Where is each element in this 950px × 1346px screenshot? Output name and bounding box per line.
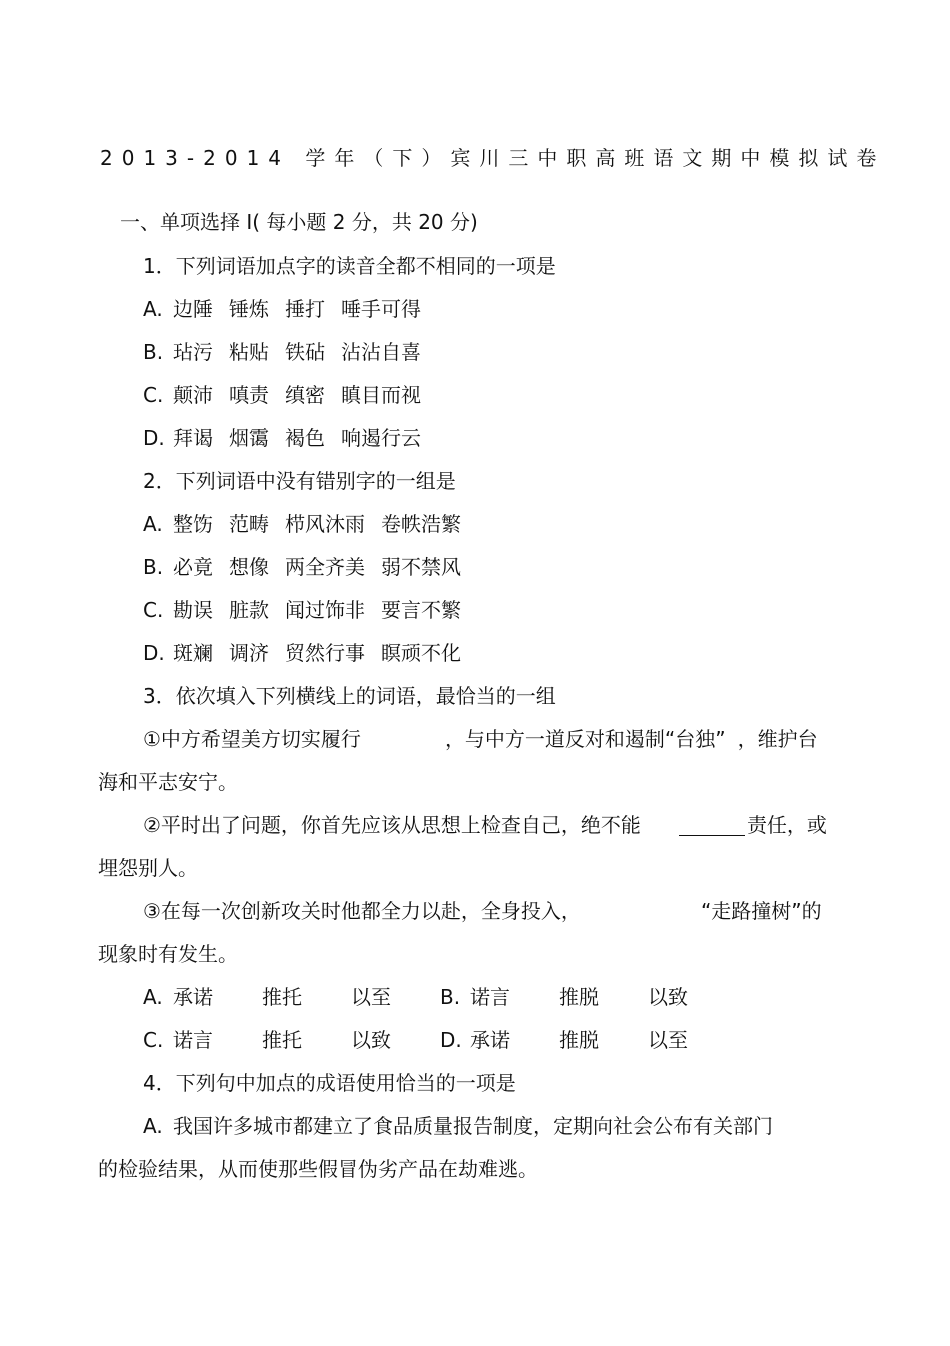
- fill-blank: [679, 815, 745, 836]
- sentence-text: ③在每一次创新攻关时他都全力以赴，全身投入，: [143, 899, 581, 923]
- option-text: 我国许多城市都建立了食品质量报告制度，定期向社会公布有关部门: [173, 1114, 773, 1138]
- option-letter: C.: [143, 383, 164, 407]
- q3-sentence-1-cont: 海和平志安宁。: [98, 770, 238, 794]
- option-word: 推托: [262, 985, 302, 1009]
- option-word: 必竟: [173, 555, 213, 579]
- q4-option-a-cont: 的检验结果，从而使那些假冒伪劣产品在劫难逃。: [98, 1157, 538, 1181]
- option-letter: D.: [143, 641, 165, 665]
- q3-options-row-1: [143, 983, 688, 1011]
- q3-sentence-3: [143, 897, 822, 925]
- option-letter: A.: [143, 297, 163, 321]
- option-word: 响遏行云: [341, 426, 421, 450]
- option-word: 瞋目而视: [341, 383, 421, 407]
- option-word: 玷污: [173, 340, 213, 364]
- sentence-text: 责任，或: [746, 813, 827, 837]
- option-word: 捶打: [285, 297, 325, 321]
- option-word: 范畴: [229, 512, 269, 536]
- option-letter: A.: [143, 985, 163, 1009]
- q3-options-row-2: [143, 1026, 688, 1054]
- option-word: 弱不禁风: [381, 555, 461, 579]
- option-word: 整饬: [173, 512, 213, 536]
- option-word: 贸然行事: [285, 641, 365, 665]
- exam-title: 2013-2014 学年（下）宾川三中职高班语文期中模拟试卷: [100, 146, 886, 170]
- q1-option-b: [143, 338, 437, 366]
- option-word: 以致: [351, 1028, 391, 1052]
- option-word: 褐色: [285, 426, 325, 450]
- option-word: 嗔责: [229, 383, 269, 407]
- option-word: 闻过饰非: [285, 598, 365, 622]
- option-word: 诺言: [470, 985, 510, 1009]
- option-letter: B.: [440, 985, 461, 1009]
- option-word: 勘误: [173, 598, 213, 622]
- q3-sentence-3-cont: 现象时有发生。: [98, 942, 238, 966]
- sentence-text: ①中方希望美方切实履行: [143, 727, 361, 751]
- option-word: 想像: [229, 555, 269, 579]
- section-heading: 一、单项选择 I( 每小题 2 分，共 20 分): [120, 210, 478, 234]
- option-word: 颠沛: [173, 383, 213, 407]
- option-word: 承诺: [173, 985, 213, 1009]
- option-word: 承诺: [470, 1028, 510, 1052]
- option-letter: C.: [143, 598, 164, 622]
- option-letter: D.: [440, 1028, 462, 1052]
- q1-option-a: [143, 295, 437, 323]
- option-word: 栉风沐雨: [285, 512, 365, 536]
- q4-option-a: [143, 1112, 773, 1140]
- q2-option-c: [143, 596, 477, 624]
- option-word: 锤炼: [229, 297, 269, 321]
- option-word: 唾手可得: [341, 297, 421, 321]
- q1-option-c: [143, 381, 437, 409]
- option-letter: A.: [143, 1114, 163, 1138]
- option-word: 瞑顽不化: [381, 641, 461, 665]
- option-word: 脏款: [229, 598, 269, 622]
- option-word: 以致: [648, 985, 688, 1009]
- sentence-text: ②平时出了问题，你首先应该从思想上检查自己，绝不能: [143, 813, 641, 837]
- sentence-text: ，与中方一道反对和遏制“台独”: [444, 727, 726, 751]
- option-word: 拜谒: [173, 426, 213, 450]
- option-letter: C.: [143, 1028, 164, 1052]
- option-letter: B.: [143, 555, 164, 579]
- question-2-stem: 2．下列词语中没有错别字的一组是: [143, 469, 456, 493]
- option-letter: B.: [143, 340, 164, 364]
- sentence-text: “走路撞树”的: [700, 899, 822, 923]
- q3-sentence-2: [143, 811, 827, 839]
- option-letter: A.: [143, 512, 163, 536]
- option-word: 推脱: [559, 1028, 599, 1052]
- option-word: 诺言: [173, 1028, 213, 1052]
- q2-option-d: [143, 639, 477, 667]
- option-word: 推托: [262, 1028, 302, 1052]
- question-3-stem: 3．依次填入下列横线上的词语，最恰当的一组: [143, 684, 556, 708]
- option-word: 边陲: [173, 297, 213, 321]
- option-word: 缜密: [285, 383, 325, 407]
- option-word: 卷帙浩繁: [381, 512, 461, 536]
- q1-option-d: [143, 424, 437, 452]
- option-word: 推脱: [559, 985, 599, 1009]
- q2-option-b: [143, 553, 477, 581]
- q3-sentence-2-cont: 埋怨别人。: [98, 856, 198, 880]
- option-word: 调济: [229, 641, 269, 665]
- option-word: 粘贴: [229, 340, 269, 364]
- option-word: 铁砧: [285, 340, 325, 364]
- option-word: 以至: [351, 985, 391, 1009]
- option-word: 烟霭: [229, 426, 269, 450]
- option-letter: D.: [143, 426, 165, 450]
- sentence-text: ，维护台: [737, 727, 818, 751]
- question-1-stem: 1．下列词语加点字的读音全都不相同的一项是: [143, 254, 556, 278]
- option-word: 要言不繁: [381, 598, 461, 622]
- q2-option-a: [143, 510, 477, 538]
- option-word: 两全齐美: [285, 555, 365, 579]
- option-word: 以至: [648, 1028, 688, 1052]
- q3-sentence-1: [143, 725, 818, 753]
- question-4-stem: 4．下列句中加点的成语使用恰当的一项是: [143, 1071, 516, 1095]
- option-word: 沾沾自喜: [341, 340, 421, 364]
- option-word: 斑斓: [173, 641, 213, 665]
